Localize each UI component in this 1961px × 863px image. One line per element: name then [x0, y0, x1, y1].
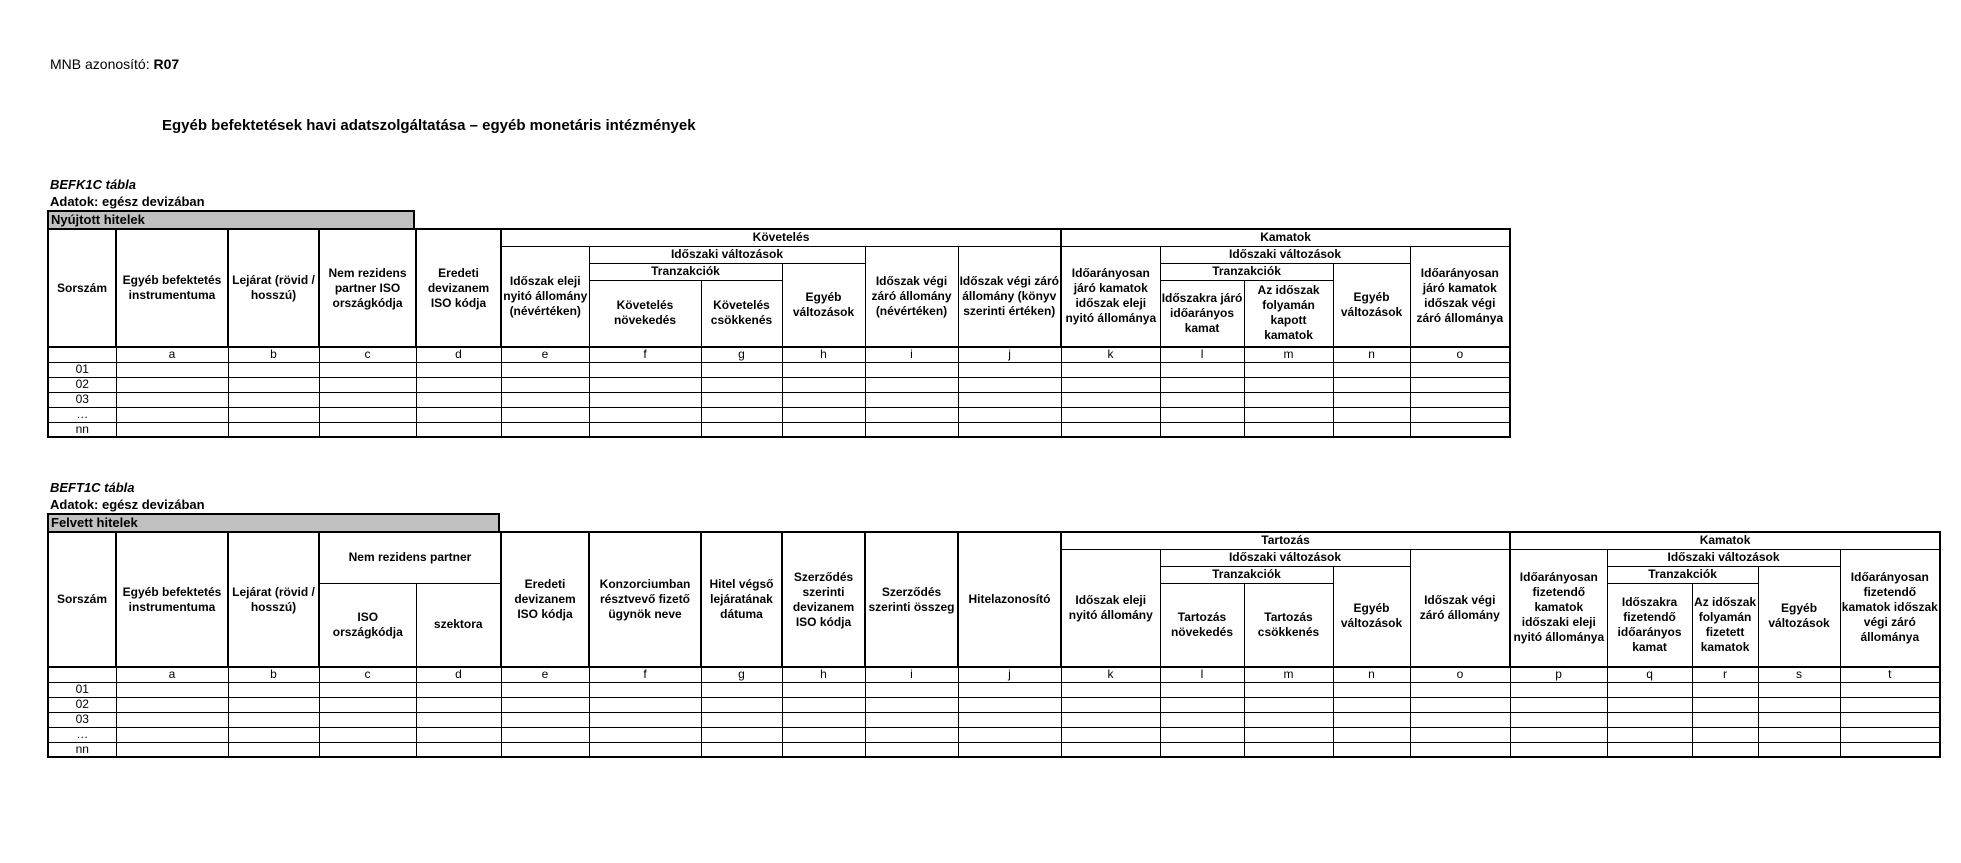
t2-col-letter-i: i — [865, 667, 958, 682]
input-cell[interactable] — [1333, 362, 1410, 377]
t2-col-letter-j: j — [958, 667, 1061, 682]
t1-col-letter-o: o — [1410, 347, 1510, 362]
input-cell[interactable] — [1061, 712, 1160, 727]
input-cell[interactable] — [958, 682, 1061, 697]
table1-subtitle: Adatok: egész devizában — [50, 194, 205, 209]
t1-letter-row — [48, 347, 1510, 362]
t1-h-zaro-konyv: Időszak végi záró állomány (könyv szerinti értéken) — [958, 246, 1061, 347]
input-cell[interactable] — [319, 742, 416, 757]
input-cell[interactable] — [228, 392, 319, 407]
input-cell[interactable] — [1061, 727, 1160, 742]
table2-section-box: Felvett hitelek — [47, 513, 500, 531]
input-cell[interactable] — [501, 697, 589, 712]
t2-group-k-idoszaki: Időszaki változások — [1607, 549, 1840, 566]
t1-group-idoszaki: Időszaki változások — [589, 246, 865, 263]
t1-h-egyeb: Egyéb változások — [782, 263, 865, 347]
table-row — [48, 377, 1510, 392]
t2-col-letter-c: c — [319, 667, 416, 682]
input-cell[interactable] — [865, 422, 958, 437]
t2-h-kam-fiz: Időszakra fizetendő időarányos kamat — [1607, 583, 1692, 667]
input-cell[interactable] — [1410, 742, 1510, 757]
t1-col-letter-a: a — [116, 347, 228, 362]
t2-col-letter-p: p — [1510, 667, 1607, 682]
input-cell[interactable] — [1333, 377, 1410, 392]
input-cell[interactable] — [1160, 377, 1244, 392]
t2-h-tart-csokk: Tartozás csökkenés — [1244, 583, 1333, 667]
input-cell[interactable] — [1607, 697, 1692, 712]
input-cell[interactable] — [589, 682, 701, 697]
input-cell[interactable] — [416, 682, 501, 697]
input-cell[interactable] — [1244, 362, 1333, 377]
input-cell[interactable] — [319, 407, 416, 422]
input-cell[interactable] — [319, 422, 416, 437]
table1-section-box: Nyújtott hitelek — [47, 210, 415, 228]
input-cell[interactable] — [1692, 742, 1758, 757]
t1-group-k-idoszaki: Időszaki változások — [1160, 246, 1410, 263]
t1-h-kam-zaro: Időarányosan járó kamatok időszak végi záró állománya — [1410, 246, 1510, 347]
input-cell[interactable] — [701, 362, 782, 377]
t1-h-nyito: Időszak eleji nyitó állomány (névértéken) — [501, 246, 589, 347]
input-cell[interactable] — [1410, 392, 1510, 407]
t1-col-letter-i: i — [865, 347, 958, 362]
t2-h-kam-zaro: Időarányosan fizetendő kamatok időszak végi záró állománya — [1840, 549, 1940, 667]
t2-h-kam-fizetett: Az időszak folyamán fizetett kamatok — [1692, 583, 1758, 667]
input-cell[interactable] — [1333, 712, 1410, 727]
input-cell[interactable] — [958, 422, 1061, 437]
input-cell[interactable] — [1333, 422, 1410, 437]
input-cell[interactable] — [228, 712, 319, 727]
input-cell[interactable] — [782, 712, 865, 727]
t2-col-letter-n: n — [1333, 667, 1410, 682]
input-cell[interactable] — [1410, 727, 1510, 742]
t2-col-letter-l: l — [1160, 667, 1244, 682]
input-cell[interactable] — [865, 727, 958, 742]
input-cell[interactable] — [701, 712, 782, 727]
t1-h-eredeti: Eredeti devizanem ISO kódja — [416, 229, 501, 347]
input-cell[interactable] — [782, 362, 865, 377]
table-row — [48, 422, 1510, 437]
t1-h-lejarat: Lejárat (rövid / hosszú) — [228, 229, 319, 347]
row-number: nn — [48, 742, 116, 757]
t1-group-tranz: Tranzakciók — [589, 263, 782, 280]
input-cell[interactable] — [701, 682, 782, 697]
input-cell[interactable] — [1692, 682, 1758, 697]
input-cell[interactable] — [958, 377, 1061, 392]
input-cell[interactable] — [782, 742, 865, 757]
t2-col-letter-a: a — [116, 667, 228, 682]
t1-col-letter-k: k — [1061, 347, 1160, 362]
input-cell[interactable] — [865, 362, 958, 377]
t1-h-kov-csokk: Követelés csökkenés — [701, 280, 782, 347]
t2-group-tranz: Tranzakciók — [1160, 566, 1333, 583]
table1-name: BEFK1C tábla — [50, 177, 136, 192]
t2-col-letter-t: t — [1840, 667, 1940, 682]
t1-h-kov-nov: Követelés növekedés — [589, 280, 701, 347]
input-cell[interactable] — [416, 712, 501, 727]
input-cell[interactable] — [865, 697, 958, 712]
input-cell[interactable] — [1758, 682, 1840, 697]
t2-col-letter-e: e — [501, 667, 589, 682]
input-cell[interactable] — [782, 682, 865, 697]
t1-h-kam-jaro: Időszakra járó időarányos kamat — [1160, 280, 1244, 347]
input-cell[interactable] — [1244, 712, 1333, 727]
input-cell[interactable] — [1410, 362, 1510, 377]
t2-h-konzorc: Konzorciumban résztvevő fizető ügynök neve — [589, 532, 701, 667]
input-cell[interactable] — [501, 682, 589, 697]
input-cell[interactable] — [228, 362, 319, 377]
input-cell[interactable] — [1510, 697, 1607, 712]
row-number: 01 — [48, 362, 116, 377]
input-cell[interactable] — [1758, 697, 1840, 712]
t2-col-letter-q: q — [1607, 667, 1692, 682]
input-cell[interactable] — [116, 742, 228, 757]
input-cell[interactable] — [589, 712, 701, 727]
t1-h-instrument: Egyéb befektetés instrumentuma — [116, 229, 228, 347]
input-cell[interactable] — [958, 407, 1061, 422]
t1-h-nemrez: Nem rezidens partner ISO országkódja — [319, 229, 416, 347]
input-cell[interactable] — [416, 742, 501, 757]
t2-h-hitelveg: Hitel végső lejáratának dátuma — [701, 532, 782, 667]
input-cell[interactable] — [1160, 422, 1244, 437]
table-row — [48, 407, 1510, 422]
input-cell[interactable] — [701, 407, 782, 422]
input-cell[interactable] — [501, 392, 589, 407]
input-cell[interactable] — [1607, 727, 1692, 742]
input-cell[interactable] — [865, 377, 958, 392]
input-cell[interactable] — [1410, 407, 1510, 422]
t1-col-letter-n: n — [1333, 347, 1410, 362]
t2-h-instrument: Egyéb befektetés instrumentuma — [116, 532, 228, 667]
input-cell[interactable] — [416, 697, 501, 712]
t1-col-letter-b: b — [228, 347, 319, 362]
input-cell[interactable] — [319, 377, 416, 392]
input-cell[interactable] — [1061, 377, 1160, 392]
input-cell[interactable] — [1607, 742, 1692, 757]
input-cell[interactable] — [1244, 407, 1333, 422]
t2-group-k-tranz: Tranzakciók — [1607, 566, 1758, 583]
input-cell[interactable] — [228, 682, 319, 697]
input-cell[interactable] — [1244, 377, 1333, 392]
table2 — [47, 531, 1941, 758]
t2-col-letter-h: h — [782, 667, 865, 682]
t2-col-letter-b: b — [228, 667, 319, 682]
input-cell[interactable] — [319, 727, 416, 742]
input-cell[interactable] — [1840, 727, 1940, 742]
input-cell[interactable] — [1510, 727, 1607, 742]
input-cell[interactable] — [782, 392, 865, 407]
row-number: 01 — [48, 682, 116, 697]
input-cell[interactable] — [116, 422, 228, 437]
input-cell[interactable] — [865, 392, 958, 407]
input-cell[interactable] — [589, 407, 701, 422]
input-cell[interactable] — [1510, 742, 1607, 757]
t2-col-letter-m: m — [1244, 667, 1333, 682]
table-row — [48, 727, 1940, 742]
t1-col-letter-l: l — [1160, 347, 1244, 362]
table2-subtitle: Adatok: egész devizában — [50, 497, 205, 512]
input-cell[interactable] — [1410, 697, 1510, 712]
t2-h-szerz-deviza: Szerződés szerinti devizanem ISO kódja — [782, 532, 865, 667]
input-cell[interactable] — [501, 362, 589, 377]
input-cell[interactable] — [228, 742, 319, 757]
input-cell[interactable] — [865, 407, 958, 422]
input-cell[interactable] — [1244, 422, 1333, 437]
input-cell[interactable] — [1510, 712, 1607, 727]
t1-col-letter-c: c — [319, 347, 416, 362]
row-number: 03 — [48, 392, 116, 407]
input-cell[interactable] — [701, 377, 782, 392]
input-cell[interactable] — [1061, 392, 1160, 407]
input-cell[interactable] — [782, 727, 865, 742]
t1-col-letter-j: j — [958, 347, 1061, 362]
input-cell[interactable] — [501, 377, 589, 392]
t2-col-letter-s: s — [1758, 667, 1840, 682]
t2-group-nemrez: Nem rezidens partner — [319, 532, 501, 583]
t1-group-k-tranz: Tranzakciók — [1160, 263, 1333, 280]
input-cell[interactable] — [865, 742, 958, 757]
input-cell[interactable] — [319, 362, 416, 377]
input-cell[interactable] — [782, 377, 865, 392]
input-cell[interactable] — [116, 682, 228, 697]
input-cell[interactable] — [1160, 712, 1244, 727]
input-cell[interactable] — [1244, 727, 1333, 742]
t2-h-lejarat: Lejárat (rövid / hosszú) — [228, 532, 319, 667]
input-cell[interactable] — [228, 697, 319, 712]
input-cell[interactable] — [1244, 742, 1333, 757]
row-number: … — [48, 727, 116, 742]
input-cell[interactable] — [1061, 742, 1160, 757]
input-cell[interactable] — [416, 392, 501, 407]
t2-col-letter-k: k — [1061, 667, 1160, 682]
input-cell[interactable] — [701, 697, 782, 712]
table-row — [48, 712, 1940, 727]
input-cell[interactable] — [958, 697, 1061, 712]
t2-col-letter-o: o — [1410, 667, 1510, 682]
input-cell[interactable] — [782, 697, 865, 712]
t1-col-letter-m: m — [1244, 347, 1333, 362]
t2-col-letter-d: d — [416, 667, 501, 682]
t1-col-letter-h: h — [782, 347, 865, 362]
t2-h-eredeti: Eredeti devizanem ISO kódja — [501, 532, 589, 667]
t2-h-kam-nyito: Időarányosan fizetendő kamatok időszaki eleji nyitó állománya — [1510, 549, 1607, 667]
input-cell[interactable] — [116, 392, 228, 407]
input-cell[interactable] — [1244, 697, 1333, 712]
t1-group-kamatok: Kamatok — [1061, 229, 1510, 246]
t2-h-szektor: szektora — [416, 583, 501, 667]
t2-h-sorszam: Sorszám — [48, 532, 116, 667]
input-cell[interactable] — [1333, 727, 1410, 742]
input-cell[interactable] — [1160, 407, 1244, 422]
t2-h-iso: ISO országkódja — [319, 583, 416, 667]
table-row — [48, 362, 1510, 377]
input-cell[interactable] — [116, 377, 228, 392]
t2-letter-row — [48, 667, 1940, 682]
input-cell[interactable] — [1410, 682, 1510, 697]
input-cell[interactable] — [589, 362, 701, 377]
input-cell[interactable] — [1160, 742, 1244, 757]
input-cell[interactable] — [319, 392, 416, 407]
row-number: nn — [48, 422, 116, 437]
mnb-id — [50, 56, 179, 72]
input-cell[interactable] — [1840, 712, 1940, 727]
t2-h-kam-egyeb: Egyéb változások — [1758, 566, 1840, 667]
input-cell[interactable] — [782, 407, 865, 422]
t1-col-letter-f: f — [589, 347, 701, 362]
table-row — [48, 697, 1940, 712]
t2-col-letter-g: g — [701, 667, 782, 682]
input-cell[interactable] — [1061, 422, 1160, 437]
input-cell[interactable] — [416, 362, 501, 377]
t1-col-letter-g: g — [701, 347, 782, 362]
input-cell[interactable] — [416, 422, 501, 437]
input-cell[interactable] — [958, 712, 1061, 727]
input-cell[interactable] — [1160, 727, 1244, 742]
input-cell[interactable] — [1244, 682, 1333, 697]
input-cell[interactable] — [1160, 697, 1244, 712]
input-cell[interactable] — [589, 377, 701, 392]
input-cell[interactable] — [1333, 407, 1410, 422]
input-cell[interactable] — [1333, 697, 1410, 712]
input-cell[interactable] — [1758, 712, 1840, 727]
input-cell[interactable] — [1692, 697, 1758, 712]
table-row — [48, 742, 1940, 757]
input-cell[interactable] — [319, 712, 416, 727]
t2-h-szerz-osszeg: Szerződés szerinti összeg — [865, 532, 958, 667]
input-cell[interactable] — [1244, 392, 1333, 407]
input-cell[interactable] — [319, 697, 416, 712]
t2-h-hitelazon: Hitelazonosító — [958, 532, 1061, 667]
input-cell[interactable] — [1061, 362, 1160, 377]
row-number: 03 — [48, 712, 116, 727]
input-cell[interactable] — [865, 712, 958, 727]
input-cell[interactable] — [1840, 742, 1940, 757]
row-number: … — [48, 407, 116, 422]
mnb-id-code: R07 — [153, 56, 180, 72]
input-cell[interactable] — [228, 407, 319, 422]
input-cell[interactable] — [228, 377, 319, 392]
t1-h-kam-kapott: Az időszak folyamán kapott kamatok — [1244, 280, 1333, 347]
input-cell[interactable] — [416, 377, 501, 392]
input-cell[interactable] — [1692, 727, 1758, 742]
input-cell[interactable] — [116, 712, 228, 727]
input-cell[interactable] — [1333, 392, 1410, 407]
input-cell[interactable] — [501, 407, 589, 422]
input-cell[interactable] — [865, 682, 958, 697]
page-title: Egyéb befektetések havi adatszolgáltatása – egyéb monetáris intézmények — [162, 117, 696, 134]
t1-group-kovetel: Követelés — [501, 229, 1061, 246]
input-cell[interactable] — [501, 422, 589, 437]
input-cell[interactable] — [589, 392, 701, 407]
input-cell[interactable] — [589, 742, 701, 757]
t1-col-letter-d: d — [416, 347, 501, 362]
input-cell[interactable] — [958, 742, 1061, 757]
t2-group-tartozas: Tartozás — [1061, 532, 1510, 549]
input-cell[interactable] — [958, 392, 1061, 407]
input-cell[interactable] — [1410, 422, 1510, 437]
input-cell[interactable] — [116, 362, 228, 377]
t2-group-kamatok: Kamatok — [1510, 532, 1940, 549]
table-row — [48, 682, 1940, 697]
input-cell[interactable] — [228, 727, 319, 742]
input-cell[interactable] — [701, 727, 782, 742]
input-cell[interactable] — [1160, 362, 1244, 377]
input-cell[interactable] — [1061, 697, 1160, 712]
input-cell[interactable] — [319, 682, 416, 697]
input-cell[interactable] — [1160, 392, 1244, 407]
input-cell[interactable] — [701, 422, 782, 437]
input-cell[interactable] — [1510, 682, 1607, 697]
input-cell[interactable] — [1758, 727, 1840, 742]
t2-h-egyeb: Egyéb változások — [1333, 566, 1410, 667]
input-cell[interactable] — [501, 727, 589, 742]
input-cell[interactable] — [1061, 682, 1160, 697]
input-cell[interactable] — [228, 422, 319, 437]
input-cell[interactable] — [1333, 682, 1410, 697]
input-cell[interactable] — [1061, 407, 1160, 422]
input-cell[interactable] — [1160, 682, 1244, 697]
input-cell[interactable] — [116, 697, 228, 712]
t2-group-idoszaki: Időszaki változások — [1160, 549, 1410, 566]
input-cell[interactable] — [1410, 712, 1510, 727]
t1-h-sorszam: Sorszám — [48, 229, 116, 347]
t2-col-letter-r: r — [1692, 667, 1758, 682]
input-cell[interactable] — [589, 697, 701, 712]
input-cell[interactable] — [782, 422, 865, 437]
input-cell[interactable] — [1840, 697, 1940, 712]
input-cell[interactable] — [1840, 682, 1940, 697]
input-cell[interactable] — [701, 742, 782, 757]
input-cell[interactable] — [416, 727, 501, 742]
input-cell[interactable] — [501, 742, 589, 757]
input-cell[interactable] — [1758, 742, 1840, 757]
input-cell[interactable] — [416, 407, 501, 422]
row-number: 02 — [48, 377, 116, 392]
input-cell[interactable] — [1333, 742, 1410, 757]
t1-h-kam-egyeb: Egyéb változások — [1333, 263, 1410, 347]
input-cell[interactable] — [958, 727, 1061, 742]
input-cell[interactable] — [1410, 377, 1510, 392]
mnb-id-label: MNB azonosító: — [50, 56, 150, 72]
input-cell[interactable] — [1692, 712, 1758, 727]
table1 — [47, 228, 1511, 438]
input-cell[interactable] — [501, 712, 589, 727]
table-row — [48, 392, 1510, 407]
t1-col-letter-e: e — [501, 347, 589, 362]
t1-h-kam-nyito: Időarányosan járó kamatok időszak eleji nyitó állománya — [1061, 246, 1160, 347]
t2-h-nyito: Időszak eleji nyitó állomány — [1061, 549, 1160, 667]
t2-h-tart-nov: Tartozás növekedés — [1160, 583, 1244, 667]
row-number: 02 — [48, 697, 116, 712]
table2-name: BEFT1C tábla — [50, 480, 135, 495]
t2-col-letter-f: f — [589, 667, 701, 682]
input-cell[interactable] — [1607, 712, 1692, 727]
input-cell[interactable] — [589, 422, 701, 437]
input-cell[interactable] — [958, 362, 1061, 377]
input-cell[interactable] — [701, 392, 782, 407]
input-cell[interactable] — [589, 727, 701, 742]
t1-h-zaro: Időszak végi záró állomány (névértéken) — [865, 246, 958, 347]
input-cell[interactable] — [1607, 682, 1692, 697]
input-cell[interactable] — [116, 407, 228, 422]
t2-h-zaro: Időszak végi záró állomány — [1410, 549, 1510, 667]
input-cell[interactable] — [116, 727, 228, 742]
